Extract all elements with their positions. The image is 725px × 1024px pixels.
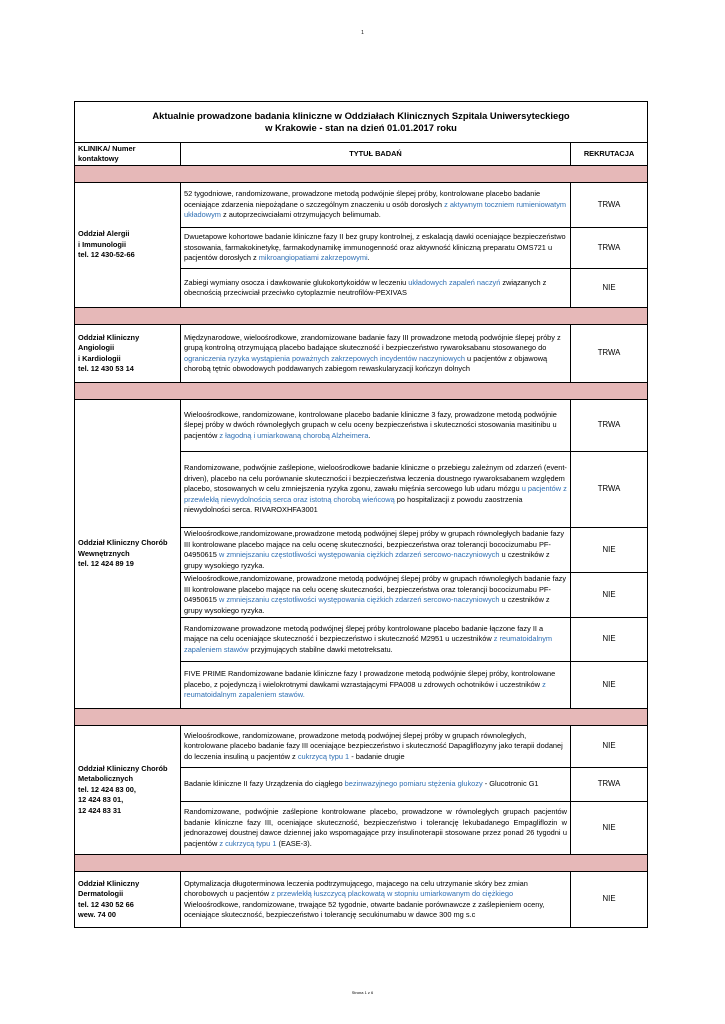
study-text: - Glucotronic G1 <box>482 779 539 789</box>
study-text: związanych z obecnością przeciwciał przeciwko cytoplazmie neutrofilów-PEXIVAS <box>184 277 547 297</box>
study-title-cell <box>181 768 571 802</box>
study-title-cell <box>181 228 571 269</box>
study-text: . <box>368 430 371 440</box>
page-number-top: 1 <box>361 30 364 36</box>
recruitment-status: TRWA <box>571 183 648 228</box>
study-text: FIVE PRIME Randomizowane badanie kliniczne fazy I prowadzone metodą podwójnie ślepej próby, kontrolowane placebo, z pojedynczą i wielokrotnymi dawkami wzrastającymi FPA008 u zdrowych ochotników i uczestników <box>184 669 556 689</box>
study-title-cell <box>181 573 571 618</box>
study-condition-text: mikroangiopatiami zakrzepowymi <box>258 253 368 263</box>
recruitment-status: TRWA <box>571 768 648 802</box>
recruitment-status: NIE <box>571 662 648 709</box>
study-title-cell <box>181 528 571 573</box>
clinic-line: i Kardiologii <box>78 353 121 363</box>
clinic-cell <box>75 400 181 709</box>
clinic-line: 12 424 83 01, <box>78 795 124 805</box>
study-text: Randomizowane, podwójnie zaślepione kontrolowane placebo, prowadzone w równoległych grupach pacjentów badanie kliniczne fazy III, oceniające skuteczność, bezpieczeństwo i tolerancję lekubadanego Empagliflozin w jednorazowej doustnej dawce dziennej jako wspomagające przy insulinoterapii stosowane przez ponad 26 tygodni u pacjentów <box>184 807 567 848</box>
recruitment-status: NIE <box>571 618 648 662</box>
recruitment-status: NIE <box>571 872 648 928</box>
study-row <box>75 325 648 383</box>
recruitment-status: TRWA <box>571 400 648 452</box>
clinic-line: Wewnętrznych <box>78 548 130 558</box>
document-title <box>75 102 648 143</box>
header-row <box>75 143 648 166</box>
study-text: Wieloośrodkowe,randomizowane, prowadzone metodą podwójnej ślepej próby w grupach równoległych badanie fazy III kontrolowane placebo mające na celu ocenę skuteczności, bezpieczeństwa oraz tolerancji bococizumabu PF-04950615 <box>184 574 567 604</box>
clinic-line: tel. 12 430-52-66 <box>78 250 135 260</box>
study-text: (EASE-3). <box>276 838 312 848</box>
section-separator <box>75 855 648 872</box>
study-condition-text: z łagodną i umiarkowaną chorobą Alzheimera <box>219 430 369 440</box>
study-title-cell <box>181 325 571 383</box>
clinic-cell <box>75 325 181 383</box>
section-separator <box>75 709 648 726</box>
separator-cell <box>75 383 648 400</box>
study-text: 52 tygodniowe, randomizowane, prowadzone metodą podwójnie ślepej próby, kontrolowane placebo badanie oceniające zdarzenia niepożądane o szczególnym znaczeniu u osób dorosłych <box>184 189 541 209</box>
study-condition-text: z reumatoidalnym zapaleniem stawów <box>184 634 553 654</box>
study-text: po hospitalizacji z powodu zaostrzenia niewydolności serca. RIVAROXHFA3001 <box>184 494 523 515</box>
study-condition-text: u pacjentów z przewlekłą niewydolnością serca oraz istotną chorobą wieńcową <box>184 484 567 504</box>
study-title-cell <box>181 452 571 528</box>
study-text: - badanie drugie <box>349 751 405 761</box>
study-row <box>75 183 648 228</box>
study-text: Randomizowane, podwójnie zaślepione, wieloośrodkowe badanie kliniczne o przebiegu zależnym od zdarzeń (event-driven), placebo na celu porównanie skuteczności i bezpieczeństwa leczenia doustnego rywaroksabanem względem placebo, stosowanych w celu zmniejszenia ryzyka zgonu, zawału mięśnia sercowego lub udaru mózgu <box>184 463 567 494</box>
study-text: Badanie kliniczne II fazy Urządzenia do ciągłego <box>184 779 345 789</box>
study-text: Zabiegi wymiany osocza i dawkowanie glukokortykoidów w leczeniu <box>184 277 409 287</box>
recruitment-status: NIE <box>571 573 648 618</box>
separator-cell <box>75 709 648 726</box>
study-text: Dwuetapowe kohortowe badanie kliniczne fazy II bez grupy kontrolnej, z eskalacją dawki oceniające bezpieczeństwo stosowania, farmakokinetykę, farmakodynamikę immunogenność oraz aktywność kliniczną preparatu OMS721 u pacjentów dorosłych z <box>184 232 566 263</box>
separator-cell <box>75 166 648 183</box>
study-text: Randomizowane prowadzone metodą podwójnej ślepej próby kontrolowane placebo badanie łączone fazy II a mające na celu oceniające skuteczność i bezpieczeństwo i skuteczność M2951 u uczestników <box>184 623 544 644</box>
clinic-line: wew. 74 00 <box>78 910 116 919</box>
page-footer: Strona 1 z 6 <box>351 990 374 995</box>
study-condition-text: układowych zapaleń naczyń <box>408 277 501 287</box>
clinic-line: i Immunologii <box>78 239 127 249</box>
section-separator <box>75 166 648 183</box>
separator-cell <box>75 855 648 872</box>
clinic-line: Oddział Kliniczny <box>78 332 140 342</box>
study-title-cell <box>181 662 571 709</box>
recruitment-status: TRWA <box>571 452 648 528</box>
study-text: u czestników z grupy wysokiego ryzyka. <box>184 550 550 570</box>
study-row <box>75 726 648 768</box>
study-text: u czestników z grupy wysokiego ryzyka. <box>184 595 550 615</box>
study-title-cell <box>181 802 571 855</box>
section-separator <box>75 308 648 325</box>
study-text: przyjmujących stabilne dawki metotreksatu. <box>248 644 393 654</box>
study-title-cell <box>181 872 571 928</box>
study-title-cell <box>181 726 571 768</box>
study-text: . <box>367 253 370 263</box>
study-condition-text: z aktywnym toczniem rumieniowatym układowym <box>184 199 567 220</box>
clinic-line: Oddział Kliniczny Chorób <box>78 538 168 548</box>
clinic-line: Metabolicznych <box>78 774 134 784</box>
study-condition-text: bezinwazyjnego pomiaru stężenia glukozy <box>344 779 483 789</box>
recruitment-status: TRWA <box>571 325 648 383</box>
header-recruitment: REKRUTACJA <box>571 143 648 166</box>
study-condition-text: z przewlekłą łuszczycą plackowatą w stopniu umiarkowanym do ciężkiego <box>271 889 514 898</box>
study-text: z autoprzeciwciałami otrzymujących belimumab. <box>220 210 381 220</box>
clinic-line: Oddział Alergii <box>78 229 130 239</box>
title-line-1: Aktualnie prowadzone badania kliniczne w Oddziałach Klinicznych Szpitala Uniwersyteckiego <box>152 109 570 121</box>
study-text: Międzynarodowe, wieloośrodkowe, zrandomizowane badanie fazy III prowadzone metodą podwójnie ślepej próby z grupą kontrolną otrzymującą placebo badające skuteczność i bezpieczeństwo rywaroksabanu stosowanego do <box>184 332 561 352</box>
header-title: TYTUŁ BADAŃ <box>181 143 571 166</box>
study-condition-text: cukrzycą typu 1 <box>297 751 350 761</box>
separator-cell <box>75 308 648 325</box>
header-clinic: KLINIKA/ Numer kontaktowy <box>75 143 181 166</box>
clinic-line: Dermatologii <box>78 889 124 898</box>
study-text: Wieloośrodkowe, randomizowane, prowadzone metodą podwójnej ślepej próby w grupach równoległych, kontrolowane placebo badanie fazy III oceniające bezpieczeństwo i skuteczność Dapagliflozyny jako terapii dodanej do leczenia insuliną u pacjentów z <box>184 730 563 761</box>
clinic-line: tel. 12 424 89 19 <box>78 559 134 569</box>
title-line-2: w Krakowie - stan na dzień 01.01.2017 roku <box>265 122 457 133</box>
recruitment-status: TRWA <box>571 228 648 269</box>
study-condition-text: ograniczenia ryzyka wystąpienia poważnych zakrzepowych incydentów naczyniowych <box>184 353 465 363</box>
clinic-line: tel. 12 430 52 66 <box>78 899 134 909</box>
study-row <box>75 400 648 452</box>
study-condition-text: w zmniejszaniu częstotliwości występowania ciężkich zdarzeń sercowo-naczyniowych <box>218 595 500 604</box>
study-title-cell <box>181 618 571 662</box>
recruitment-status: NIE <box>571 528 648 573</box>
clinic-line: Angiologii <box>78 343 115 352</box>
study-text: Optymalizacja długoterminowa leczenia podtrzymującego, majacego na celu utrzymanie skóry bez zmian chorobowych u pacjentów <box>184 878 528 898</box>
recruitment-status: NIE <box>571 726 648 768</box>
clinic-line: tel. 12 424 83 00, <box>78 784 136 794</box>
clinic-cell <box>75 183 181 308</box>
study-text: Wieloośrodkowe, randomizowane, kontrolowane placebo badanie kliniczne 3 fazy, prowadzone metodą podwójnie ślepej próby w dwóch równoległych grupach w celu oceny bezpieczeństwa i skuteczności stosowania masitinibu u pacjentów <box>184 409 557 440</box>
study-row <box>75 872 648 928</box>
study-text: Wieloośrodkowe,randomizowane,prowadzone metodą podwójnej ślepej próby w grupach równoległych badanie fazy III kontrolowane placebo mające na celu ocenę skuteczności, bezpieczeństwa oraz tolerancji bococizumabu PF-04950615 <box>184 529 565 559</box>
recruitment-status: NIE <box>571 802 648 855</box>
clinic-cell <box>75 726 181 855</box>
study-condition-text: z reumatoidalnym zapaleniem stawów. <box>184 679 546 700</box>
recruitment-status: NIE <box>571 269 648 308</box>
clinical-trials-table <box>74 101 648 928</box>
title-row <box>75 102 648 143</box>
study-condition-text: w zmniejszaniu częstotliwości występowania ciężkich zdarzeń sercowo-naczyniowych <box>218 550 500 559</box>
clinic-line: Oddział Kliniczny Chorób <box>78 763 168 773</box>
clinic-line: Oddział Kliniczny <box>78 878 140 888</box>
study-title-cell <box>181 183 571 228</box>
study-condition-text: z cukrzycą typu 1 <box>219 838 277 848</box>
clinic-line: 12 424 83 31 <box>78 805 122 815</box>
study-title-cell <box>181 400 571 452</box>
study-title-cell <box>181 269 571 308</box>
clinic-cell <box>75 872 181 928</box>
study-text: u pacjentów z objawową chorobą tętnic obwodowych poddawanych zabiegom rewaskularyzacji kończyn dolnych <box>184 353 548 373</box>
clinic-line: tel. 12 430 53 14 <box>78 364 134 373</box>
section-separator <box>75 383 648 400</box>
study-text: Wieloośrodkowe, randomizowane, trwające 52 tygodnie, otwarte badanie porównawcze z zaślepieniem oceny, oceniające skuteczność, bezpieczeństwo i tolerancję secukinumabu w dawce 300 mg s.c <box>184 899 545 919</box>
